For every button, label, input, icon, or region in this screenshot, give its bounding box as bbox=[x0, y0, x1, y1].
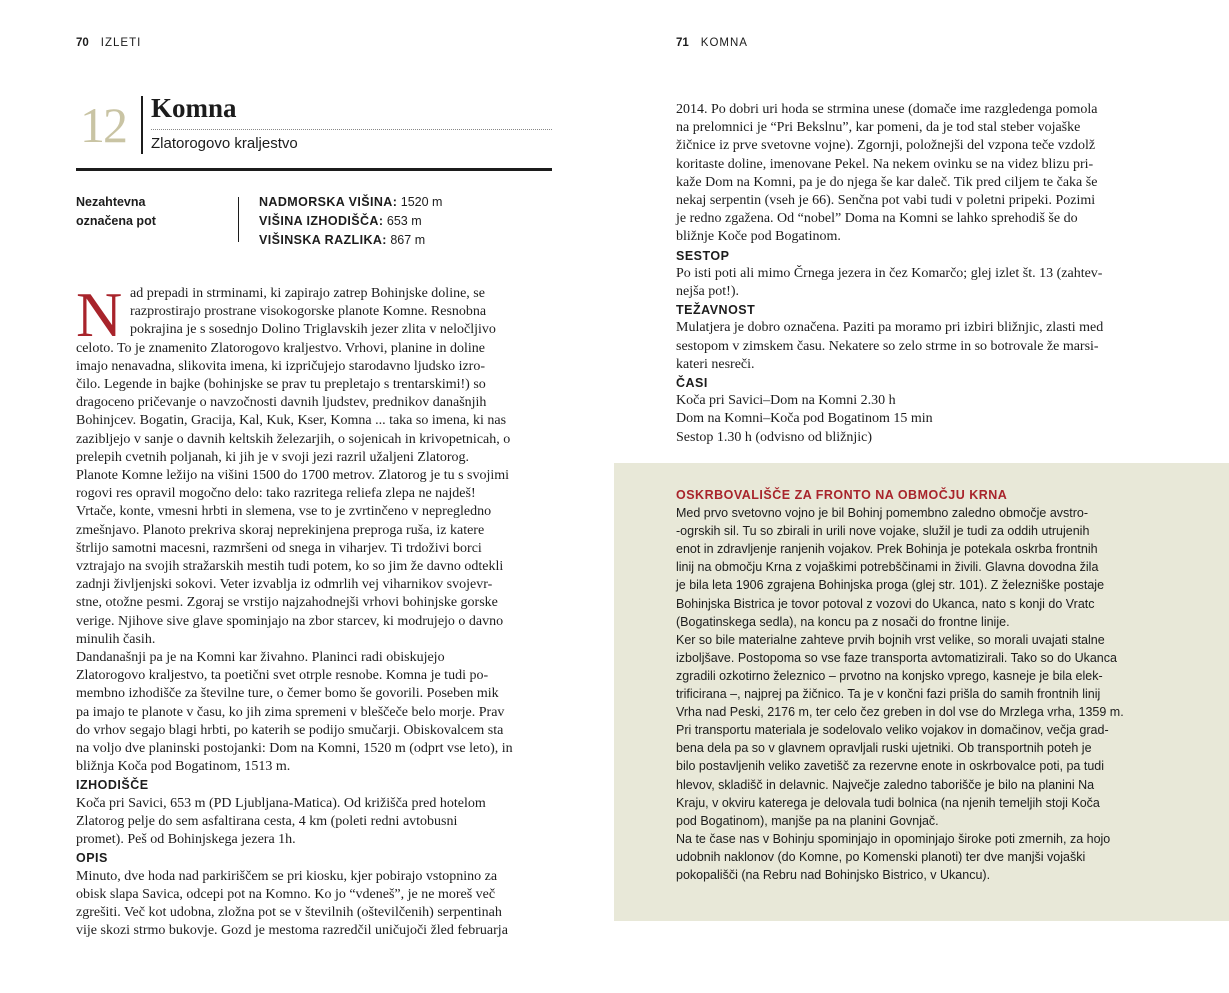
left-body-text bbox=[76, 279, 554, 940]
opis-line: obisk slapa Savica, odcepi pot na Komno. Ko jo “vdeneš”, je ne moreš več bbox=[76, 886, 496, 902]
opis-cont-line: 2014. Po dobri uri hoda se strmina unese (domače ime razgledenga pomola bbox=[676, 102, 1098, 117]
section-label-right: KOMNA bbox=[700, 37, 748, 49]
title-dotted-rule bbox=[151, 129, 552, 130]
sidebar-line: Bohinjska Bistrica je tovor potoval z vozovi do Ukanca, nato s konji do Vratc bbox=[676, 596, 1095, 611]
opis-cont-line: je redno zgažena. Od “nobel” Doma na Komni se lahko sprehodiš še do bbox=[676, 211, 1078, 227]
sidebar-line: Med prvo svetovno vojno je bil Bohinj pomembno zaledno območje avstro- bbox=[676, 506, 1089, 521]
casi-line: Koča pri Savici–Dom na Komni 2.30 h bbox=[676, 393, 896, 409]
opis-cont-line: žičnice iz prve svetovne vojne). Zgornji, položnejši del vzpona teče vzdolž bbox=[676, 138, 1096, 154]
stats-divider bbox=[238, 197, 239, 242]
sestop-line: Po isti poti ali mimo Črnega jezera in čez Komarčo; glej izlet št. 13 (zahtev- bbox=[676, 265, 1103, 281]
body-line: bližnja Koča pod Bogatinom, 1513 m. bbox=[76, 759, 291, 775]
drop-cap: N bbox=[76, 279, 123, 350]
chapter-number: 12 bbox=[80, 97, 126, 153]
sidebar-line: je bila leta 1906 zgrajena Bohinjska proga (glej str. 101). Z železniške postaje bbox=[676, 578, 1105, 593]
sidebar-line: bena dela pa so v glavnem opravljali ruski ujetniki. Ob transportnih poteh je bbox=[676, 741, 1092, 756]
sidebar-line: -ogrskih sil. Tu so zbirali in urili nove vojake, služil je tudi za oddih utrujenih bbox=[676, 524, 1090, 539]
sidebar-line: zgradili ozkotirno železnico – prvotno na konjsko vprego, kasneje je bila elek- bbox=[676, 668, 1103, 683]
stat-value: 1520 m bbox=[400, 195, 443, 209]
intro-line: razprostirajo prostrane visokogorske planote Komne. Resnobna bbox=[130, 304, 487, 320]
sidebar-line: izboljšave. Postopoma so vse faze transporta avtomatizirali. Tako so do Ukanca bbox=[676, 650, 1117, 665]
sidebar-line: hlevov, skladišč in delavnic. Največje zaledno taborišče je bilo na planini Na bbox=[676, 777, 1095, 792]
stat-label: VIŠINA IZHODIŠČA: bbox=[259, 214, 384, 228]
page-subtitle: Zlatorogovo kraljestvo bbox=[151, 135, 298, 152]
body-line: vztrajajo na svojih stražarskih mestih tudi potem, ko so jim že davno odtekli bbox=[76, 559, 504, 575]
difficulty-label bbox=[76, 193, 156, 231]
body-line: do vrhov segajo blagi hrbti, po katerih se podijo smučarji. Obiskovalcem sta bbox=[76, 722, 504, 738]
opis-cont-line: na prelomnici je “Pri Bekslnu”, kar pomeni, da je tod stal steber vojaške bbox=[676, 120, 1081, 136]
body-line: Vrtače, konte, vmesni hrbti in slemena, vse to je zvrtinčeno v nepregledno bbox=[76, 504, 492, 520]
izhodisce-line: Zlatorog pelje do sem asfaltirana cesta, 4 km (poleti redni avtobusni bbox=[76, 813, 458, 829]
opis-cont-line: kaže Dom na Komni, pa je do njega še kar daleč. Tik pred ciljem te čaka še bbox=[676, 174, 1098, 190]
opis-cont-line: nekaj serpentin (vseh je 66). Senčna pot vabi tudi v poletni pripeki. Pozimi bbox=[676, 193, 1096, 209]
body-line: Dandanašnji pa je na Komni kar živahno. Planinci radi obiskujejo bbox=[76, 650, 445, 666]
tezavnost-line: sestopom v zimskem času. Nekatere so zelo strme in so botrovale že marsi- bbox=[676, 338, 1099, 354]
page-number-left: 70 bbox=[76, 37, 89, 49]
tezavnost-heading: TEŽAVNOST bbox=[676, 303, 756, 318]
sidebar-line: pod Bogatinom), manjše pa na planini Govnjač. bbox=[676, 813, 939, 828]
title-rule bbox=[76, 168, 552, 171]
opis-line: vije skozi strmo bukovje. Gozd je mestoma razredčil uničujoči žled februarja bbox=[76, 923, 508, 939]
casi-line: Sestop 1.30 h (odvisno od bližnjic) bbox=[676, 429, 872, 445]
stat-value: 867 m bbox=[390, 233, 426, 247]
body-line: Planote Komne ležijo na višini 1500 do 1700 metrov. Zlatorog je tu s svojimi bbox=[76, 468, 510, 484]
sestop-line: nejša pot!). bbox=[676, 284, 739, 300]
sidebar-line: Na te čase nas v Bohinju spominjajo in opominjajo široke poti zmernih, za hojo bbox=[676, 831, 1111, 846]
sidebar-line: pokopališči (na Rebru nad Bohinjsko Bistrico, v Ukancu). bbox=[676, 867, 991, 882]
tezavnost-line: Mulatjera je dobro označena. Paziti pa moramo pri izbiri bližnjic, zlasti med bbox=[676, 320, 1104, 336]
body-line: na voljo dve planinski postojanki: Dom na Komni, 1520 m (odprt vse leto), in bbox=[76, 741, 513, 757]
izhodisce-line: Koča pri Savici, 653 m (PD Ljubljana-Matica). Od križišča pred hotelom bbox=[76, 795, 486, 811]
sidebar-line: Pri transportu materiala je sodelovalo veliko vojakov in domačinov, večja grad- bbox=[676, 723, 1109, 738]
body-line: Bohinjcev. Bogatin, Gracija, Kal, Kuk, Kser, Komna ... taka so imena, ki nas bbox=[76, 413, 507, 429]
difficulty-line: Nezahtevna bbox=[76, 195, 146, 209]
opis-cont-line: bližnje Koče pod Bogatinom. bbox=[676, 229, 841, 245]
folio-left bbox=[76, 37, 141, 49]
trip-stats bbox=[259, 193, 442, 250]
right-body-text bbox=[676, 101, 1152, 447]
stat-elevation-gain bbox=[259, 231, 442, 250]
opis-cont-line: koritaste doline, imenovane Pekel. Na nekem ovinku se na videz blizu pri- bbox=[676, 156, 1094, 172]
body-line: zaziblјejo v sanje o davnih keltskih železarjih, o sojenicah in krivopetnicah, o bbox=[76, 431, 511, 447]
sidebar-line: bilo postavljenih veliko zavetišč za rezervne enote in oskrbovalce poti, pa tudi bbox=[676, 759, 1105, 774]
body-line: čilo. Legende in bajke (bohinjske se prav tu prepletajo s trentarskimi!) so bbox=[76, 377, 486, 393]
izhodisce-line: promet). Peš od Bohinjskega jezera 1h. bbox=[76, 832, 296, 848]
sidebar-line: Ker so bile materialne zahteve prvih bojnih vrst velike, so morali uvajati stalne bbox=[676, 632, 1105, 647]
sestop-heading: SESTOP bbox=[676, 248, 730, 263]
izhodisce-heading: IZHODIŠČE bbox=[76, 778, 149, 793]
section-label-left: IZLETI bbox=[100, 37, 142, 49]
body-line: Zlatorogovo kraljestvo, ta poetični svet otrple resnobe. Komna je tudi po- bbox=[76, 668, 489, 684]
casi-heading: ČASI bbox=[676, 376, 708, 391]
sidebar-line: udobnih naklonov (do Komne, po Komenski planoti) ter dve manjši vojaški bbox=[676, 849, 1086, 864]
body-line: dragoceno pričevanje o navzočnosti davnih ljudstev, prednikov današnjih bbox=[76, 395, 487, 411]
tezavnost-line: kateri nesreči. bbox=[676, 356, 755, 372]
sidebar-title: OSKRBOVALIŠČE ZA FRONTO NA OBMOČJU KRNA bbox=[676, 488, 1008, 502]
intro-line: ad prepadi in strminami, ki zapirajo zatrep Bohinjske doline, se bbox=[130, 286, 485, 301]
body-line: verige. Njihove sive glave spominjajo na zbor starcev, ki modrujejo o davno bbox=[76, 613, 504, 629]
body-line: zmešnjavo. Planoto prekriva skoraj neprekinjena preproga ruša, iz katere bbox=[76, 522, 485, 538]
sidebar-line: Vrha nad Peski, 2176 m, ter celo čez greben in dol vse do Mrzlega vrha, 1359 m. bbox=[676, 705, 1124, 720]
stat-value: 653 m bbox=[386, 214, 422, 228]
opis-line: Minuto, dve hoda nad parkiriščem se pri kiosku, kjer pobirajo vstopnino za bbox=[76, 868, 498, 884]
opis-heading: OPIS bbox=[76, 851, 108, 866]
difficulty-line: označena pot bbox=[76, 214, 156, 228]
body-line: prelepih cvetnih poljanah, ki jih je v svoji jezi razril užaljeni Zlatorog. bbox=[76, 449, 470, 465]
body-line: pa imajo te planote v času, ko jih zima spremeni v bleščeče belo morje. Prav bbox=[76, 704, 505, 720]
body-line: membno izhodišče za številne ture, o čemer bomo še govorili. Poseben mik bbox=[76, 686, 499, 702]
folio-right bbox=[676, 37, 748, 49]
sidebar-line: Kraju, v okviru katerega je delovala tudi bolnica (na njenih temeljih stoji Koča bbox=[676, 795, 1100, 810]
sidebar-line: (Bogatinskega sedla), na koncu pa z nosači do frontne linije. bbox=[676, 614, 1010, 629]
stat-start-altitude bbox=[259, 212, 442, 231]
page-number-right: 71 bbox=[676, 37, 689, 49]
page-title: Komna bbox=[151, 93, 237, 123]
body-line: celoto. To je znamenito Zlatorogovo kraljestvo. Vrhovi, planine in doline bbox=[76, 340, 486, 356]
body-line: stne, otožne pesmi. Zgoraj se vrstijo najzahodnejši vrhovi bohinjske gorske bbox=[76, 595, 498, 611]
title-divider bbox=[141, 96, 143, 154]
sidebar-content bbox=[676, 486, 1156, 884]
intro-line: pokrajina je s sosednjo Dolino Triglavskih jezer zlita v neločljivo bbox=[130, 322, 496, 338]
body-line: rogovi res opravil mogočno delo: tako razritega reliefa zlepa ne najdeš! bbox=[76, 486, 476, 502]
sidebar-line: trificirana –, najprej pa žičnico. Ta je v končni fazi prišla do samih frontnih linij bbox=[676, 687, 1101, 702]
body-line: zadnji življenjski sokovi. Veter izvablja iz odmrlih vej viharnikov svojevr- bbox=[76, 577, 493, 593]
stat-label: NADMORSKA VIŠINA: bbox=[259, 195, 398, 209]
stat-altitude bbox=[259, 193, 442, 212]
body-line: minulih časih. bbox=[76, 631, 156, 647]
sidebar-line: enot in zdravljenje ranjenih vojakov. Prek Bohinja je potekala oskrba frontnih bbox=[676, 542, 1098, 557]
casi-line: Dom na Komni–Koča pod Bogatinom 15 min bbox=[676, 411, 933, 427]
sidebar-line: linij na območju Krna z vojaškimi potrebščinami in živili. Glavna dovodna žila bbox=[676, 560, 1099, 575]
stat-label: VIŠINSKA RAZLIKA: bbox=[259, 233, 387, 247]
body-line: imajo nenavadna, slikovita imena, ki izpričujejo starodavno ljudsko izro- bbox=[76, 358, 486, 374]
body-line: štrlijo samotni macesni, razmršeni od snega in viharjev. Ti trdoživi borci bbox=[76, 540, 482, 556]
opis-line: zgrešiti. Več kot udobna, zložna pot se v številnih (oštevilčenih) serpentinah bbox=[76, 904, 502, 920]
